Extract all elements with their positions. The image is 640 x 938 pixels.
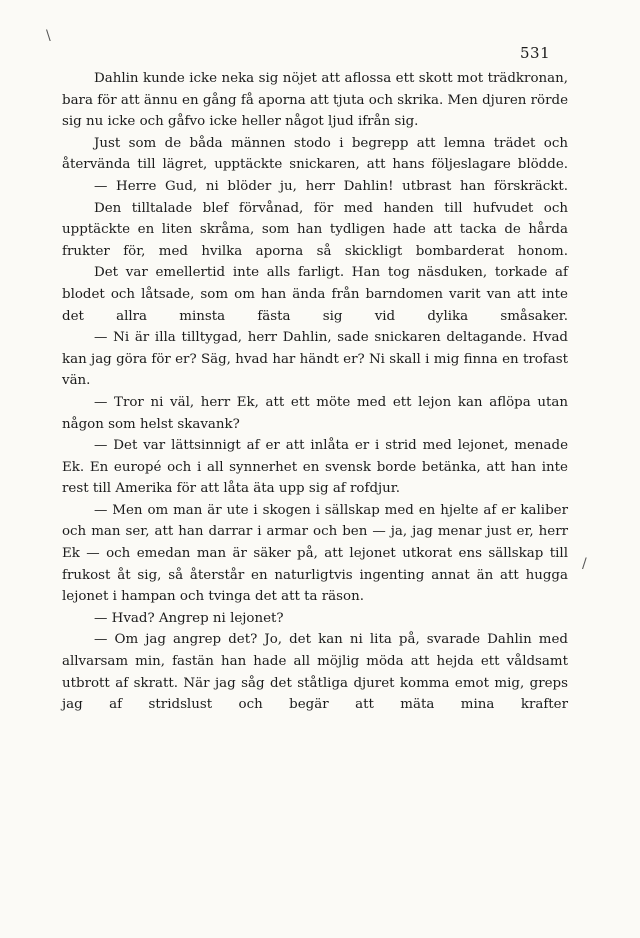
paragraph: — Ni är illa tilltygad, herr Dahlin, sade snickaren deltagande. Hvad kan jag göra för er? Säg, hvad har händt er? Ni skall i mig finna en trofast vän. [62, 330, 568, 389]
paragraph: Den tilltalade blef förvånad, för med handen till hufvudet och upptäckte en liten skråma, som han tydligen hade att tacka de hårda frukter för, med hvilka aporna så skickligt bombarderat honom. [62, 200, 568, 259]
paragraph: Just som de båda männen stodo i begrepp att lemna trädet och återvända till lägret, upptäckte snickaren, att hans följeslagare blödde. [62, 135, 568, 173]
paragraph: — Hvad? Angrep ni lejonet? [94, 610, 284, 626]
page-number: 531 [520, 44, 551, 62]
body-text [62, 68, 568, 716]
paragraph: — Tror ni väl, herr Ek, att ett möte med ett lejon kan aflöpa utan någon som helst skavank? [62, 394, 568, 432]
paragraph: Dahlin kunde icke neka sig nöjet att aflossa ett skott mot trädkronan, bara för att ännu en gång få aporna att tjuta och skrika. Men djuren rörde sig nu icke och gåfvo icke heller något ljud ifrån sig. [62, 71, 568, 130]
paragraph: Det var emellertid inte alls farligt. Han tog näsduken, torkade af blodet och låtsade, som om han ända från barndomen varit van att inte det allra minsta fästa sig vid dylika småsaker. [62, 265, 568, 324]
paragraph: — Om jag angrep det? Jo, det kan ni lita på, svarade Dahlin med allvarsam min, fastän han hade all möjlig möda att hejda ett våldsamt utbrott af skratt. När jag såg det ståtliga djuret komma emot mig, greps jag af stridslust och begär att mäta mina krafter [62, 632, 568, 713]
margin-tick-mark: / [582, 556, 587, 572]
paragraph: — Herre Gud, ni blöder ju, herr Dahlin! utbrast han förskräckt. [94, 178, 568, 194]
paragraph: — Men om man är ute i skogen i sällskap med en hjelte af er kaliber och man ser, att han darrar i armar och ben — ja, jag menar just er, herr Ek — och emedan man är säker på, att lejonet utkorat ens sällskap till frukost åt sig, så återstår en naturligtvis ingenting annat än att hugga lejonet i hampan och tvinga det att ta räson. [62, 502, 568, 605]
corner-tick-mark: \ [46, 28, 51, 44]
paragraph: — Det var lättsinnigt af er att inlåta er i strid med lejonet, menade Ek. En europé och i all synnerhet en svensk borde betänka, att han inte rest till Amerika för att låta äta upp sig af rofdjur. [62, 438, 568, 497]
